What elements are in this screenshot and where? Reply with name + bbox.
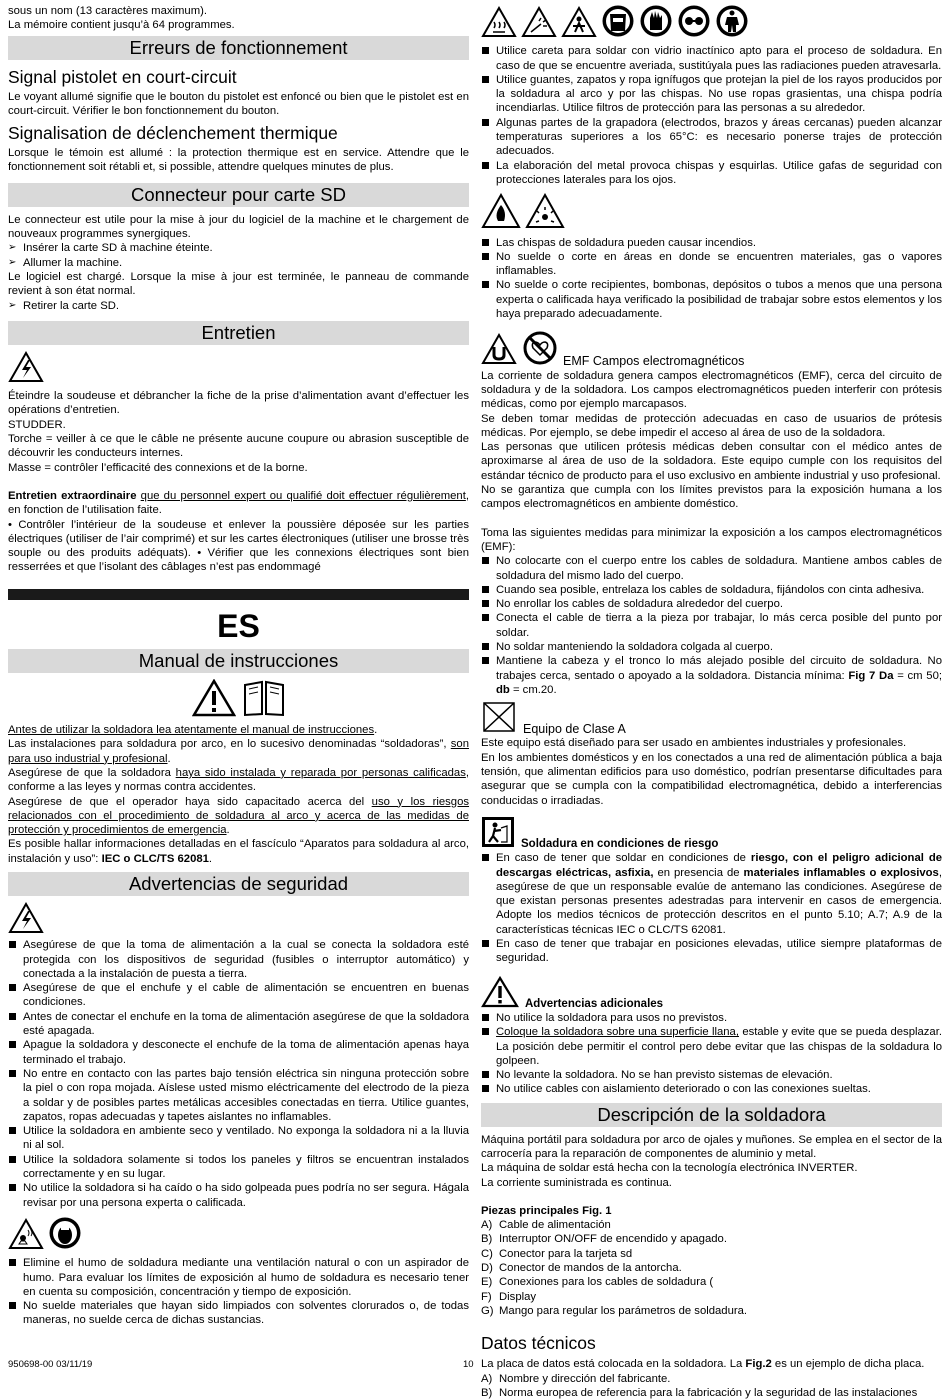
extra-text: • Contrôler l’intérieur de la soudeuse et enlever la poussière déposée sur les parties électriques (utiliser de l’air comprimé) et sur les cartes électroniques (utiliser une brosse très souple ou des produits adéquats). • Vérifier que les connexions électriques sont bien resserrées et que l’isolant des câblages n’est pas endommagé — [8, 518, 469, 574]
list-letter: D) — [481, 1262, 493, 1275]
datos-para — [481, 1357, 942, 1371]
extra-rest: , en fonction de l’utilisation faite. — [8, 489, 469, 517]
manual-p4-text: Asegúrese de que el operador haya sido capacitado acerca del — [8, 795, 372, 808]
riesgo-text-c: en presencia de — [653, 866, 744, 879]
riesgo-list — [481, 851, 942, 965]
list-item: En caso de tener que trabajar en posiciones elevadas, utilice siempre plataformas de seguridad. — [481, 937, 942, 966]
datos-text-c: es un ejemplo de dicha placa. — [771, 1358, 925, 1371]
list-item: Asegúrese de que el enchufe y el cable de alimentación se encuentren en buenas condiciones. — [8, 981, 469, 1010]
entretien-line-2: STUDDER. — [8, 418, 66, 431]
no-pacemaker-icon — [523, 331, 557, 368]
riesgo-bold-b: riesgo, con el peligro adicional de descargas eléctricas, asfixia, — [496, 852, 943, 879]
list-item — [481, 1247, 942, 1261]
fire-icons — [481, 193, 942, 233]
warning-icon — [481, 976, 519, 1011]
entretien-line-4: Masse = contrôler l’efficacité des connexions et de la borne. — [8, 461, 308, 474]
manual-p4: Asegúrese de que el operador haya sido capacitado acerca del uso y los riesgos relacionados con el procedimiento de soldadura al arco y acerca de las medidas de protección y procedimientos de emergencia. — [8, 795, 470, 837]
list-item: No suelde o corte en áreas en donde se encuentren materiales, gas o vapores inflamables. — [481, 250, 942, 279]
fire-hazard-icon — [481, 193, 521, 233]
list-item: Antes de conectar el enchufe en la toma de alimentación asegúrese de que la soldadora esté apagada. — [8, 1010, 469, 1039]
desc-para-1: Máquina portátil para soldadura por arco de ojales y muñones. Se emplea en el sector de la carrocería para la reparación de componentes de aluminio y metal. — [481, 1133, 942, 1160]
fume-list — [8, 1256, 469, 1327]
worker-warning-icon — [561, 6, 597, 42]
desc-para-2: La máquina de soldar está hecha con la tecnología electrónica INVERTER. — [481, 1162, 858, 1175]
heading-signal: Signal pistolet en court-circuit — [8, 66, 237, 87]
list-text: Nombre y dirección del fabricante. — [499, 1372, 671, 1385]
sd-steps-2 — [8, 299, 469, 313]
clase-title: Equipo de Clase A — [523, 722, 626, 737]
manual-p3 — [8, 766, 469, 795]
riesgo-text-e: , asegúrese de que un responsable evalúe de antemano las condiciones. Asegúrese de que existan personas presentes adestradas para intervenir en casos de emergencia. Adopte los medios técnicos de protección descritos en el punto 5.10; A.7; A.9 de la características técnicas IEC o CLC/TS 62081. — [496, 866, 942, 936]
list-item — [481, 1386, 942, 1400]
sd-steps-1 — [8, 241, 469, 270]
electric-warning-icon — [8, 902, 469, 938]
emf-last-fig: Fig 7 Da — [848, 669, 894, 682]
electric-warning-icon — [8, 351, 469, 387]
intro-line-1: sous un nom (13 caractères maximum). — [8, 5, 208, 17]
footer-page-number: 10 — [463, 1359, 474, 1370]
clase-para-2: En los ambientes domésticos y en los conectados a una red de alimentación pública a baja tensión, que alimentan edificios para uso doméstico, podrían presentarse dificultades para asegurar que se cumpla con la compatibilidad electromagnética, debido a interferencias conducidas o irradiadas. — [481, 751, 942, 807]
list-item: Utilice guantes, zapatos y ropa ignífugos que protejan la piel de los rayos producidos por la soldadura al arco y por las chispas. No use ropas grasientas, una chispa podría incendiarlas. Utilice filtros de protección para las personas a su alrededor. — [481, 73, 942, 116]
list-item: Algunas partes de la grapadora (electrodos, brazos y áreas cercanas) pueden alcanzar temperaturas superiores a los 65°C: es necesario ponerse trajes de protección adecuados. — [481, 116, 942, 159]
list-text: Conector para la tarjeta sd — [499, 1247, 633, 1260]
list-item: ➢ Retirer la carte SD. — [8, 299, 469, 313]
manual-p5-bold: IEC o CLC/TS 62081 — [101, 852, 209, 865]
safety-goggles-icon — [677, 4, 711, 42]
explosion-hazard-icon — [525, 193, 565, 233]
list-item: Utilice la soldadora solamente si todos los paneles y filtros se encuentran instalados correctamente y en su lugar. — [8, 1153, 469, 1182]
adic-heading — [481, 976, 942, 1011]
list-item: No entre en contacto con las partes bajo tensión eléctrica sin ninguna protección sobre la piel o con ropa mojada. Aíslese usted mismo eléctricamente del electrodo de la pieza a soldar y de posibles partes metálicas accesibles conectadas en tierra. Utilice guantes, zapatos, ropas adecuadas y tapetes aislantes no inflamables. — [8, 1067, 469, 1124]
emf-title: EMF Campos electromagnéticos — [563, 354, 745, 369]
list-item: Apague la soldadora y desconecte el enchufe de la toma de alimentación apenas haya terminado el trabajo. — [8, 1038, 469, 1067]
entretien-line-1: Éteindre la soudeuse et débrancher la fiche de la prise d’alimentation avant d’effectuer les opérations d’entretien. — [8, 390, 469, 417]
manual-p2-text: Las instalaciones para soldadura por arco, en lo sucesivo denominadas “soldadoras”, — [8, 738, 451, 751]
section-divider — [8, 589, 469, 600]
extra-maintenance — [8, 489, 469, 518]
list-letter: A) — [481, 1372, 493, 1385]
list-item: No suelde materiales que hayan sido limpiados con solventes clorurados o, de todas maneras, no suelde cerca de dichas sustancias. — [8, 1299, 469, 1328]
sd-text: Le connecteur est utile pour la mise à jour du logiciel de la machine et le chargement de nouveaux programmes synergiques. — [8, 213, 469, 241]
sd-text-2: Le logiciel est chargé. Lorsque la mise à jour est terminée, le panneau de commande revient à son état normal. — [8, 270, 469, 298]
desc-para-3: La corriente suministrada es continua. — [481, 1176, 672, 1189]
list-item — [481, 1372, 942, 1386]
protective-suit-icon — [715, 4, 749, 42]
no-household-waste-icon — [481, 701, 517, 736]
list-text: Cable de alimentación — [499, 1219, 611, 1232]
riesgo-bold-d: materiales inflamables o explosivos — [743, 866, 939, 879]
sparks-warning-icon — [521, 6, 557, 42]
emf-last-db: db — [496, 683, 510, 696]
magnetic-field-warning-icon — [481, 333, 517, 368]
list-item: La elaboración del metal provoca chispas y esquirlas. Utilice gafas de seguridad con protecciones laterales para los ojos. — [481, 159, 942, 188]
clase-para-1: Este equipo está diseñado para ser usado en ambientes industriales y profesionales. — [481, 737, 907, 750]
list-letter: C) — [481, 1247, 493, 1260]
manual-p2-underlined: son para uso industrial y profesional — [8, 738, 469, 765]
riesgo-title: Soldadura en condiciones de riesgo — [521, 837, 719, 850]
piezas-title: Piezas principales Fig. 1 — [481, 1204, 612, 1217]
list-item: No levante la soldadora. No se han previsto sistemas de elevación. — [481, 1068, 942, 1082]
list-text: Conector de mandos de la antorcha. — [499, 1262, 682, 1275]
manual-p5: Es posible hallar informaciones detalladas en el fascículo “Aparatos para soldadura al arco, instalación y uso”: IEC o CLC/TS 62081. — [8, 838, 469, 865]
piezas-list — [481, 1218, 942, 1318]
left-column — [8, 4, 469, 1328]
manual-p3-rest: , conforme a las leyes y normas contra accidentes. — [8, 766, 469, 794]
list-item: Utilice la soldadora en ambiente seco y ventilado. No exponga la soldadora ni a la lluvia ni al sol. — [8, 1124, 469, 1153]
thermique-text: Lorsque le témoin est allumé : la protection thermique est en service. Attendre que le fonctionnement soit rétabli et, si possible, attendre quelques minutes de plus. — [8, 147, 469, 174]
warning-icon — [192, 679, 236, 721]
emf-last-end: = cm.20. — [509, 683, 557, 696]
list-letter: E) — [481, 1276, 493, 1289]
heading-thermique: Signalisation de déclenchement thermique — [8, 123, 338, 144]
list-item — [481, 1290, 942, 1304]
adic-list — [481, 1011, 942, 1097]
datos-title: Datos técnicos — [481, 1333, 596, 1354]
datos-list — [481, 1372, 942, 1400]
list-text: Norma europea de referencia para la fabricación y la seguridad de las instalaciones — [499, 1386, 918, 1399]
list-item: No colocarte con el cuerpo entre los cables de soldadura. Mantiene ambos cables de soldadura del mismo lado del cuerpo. — [481, 554, 942, 583]
emf-para-1: La corriente de soldadura genera campos electromagnéticos (EMF), cerca del circuito de soldadura y de la soldadora. Los campos electromagnéticos pueden interferir con prótesis médicas, como por ejemplo marcapasos. — [481, 369, 942, 411]
riesgo-text-a: En caso de tener que soldar en condiciones de — [496, 852, 751, 865]
list-item: Utilice careta para soldar con vidrio inactínico apto para el proceso de soldadura. En caso de que se encuentre averiada, sustitúyala pues las radiaciones pueden atravesarla. — [481, 44, 942, 73]
emf-para-4: No se garantiza que cumpla con los límites previstos para la exposición humana a los campos electromagnéticos en ambiente doméstico. — [481, 484, 942, 511]
list-letter: G) — [481, 1304, 494, 1317]
manual-p1: Antes de utilizar la soldadora lea atentamente el manual de instrucciones. — [8, 724, 378, 737]
intro-line-2: La mémoire contient jusqu’à 64 programmes. — [8, 19, 235, 32]
list-text: Interruptor ON/OFF de encendido y apagado. — [499, 1233, 727, 1246]
emf-para-3: Las personas que utilicen prótesis médicas deben consultar con el médico antes de aproximarse al área de uso de la soldadora. Este equipo cumple con los requisitos del estándar técnico de producto para el uso exclusivo en ambiente industrial y uso profesional. — [481, 441, 942, 482]
section-title-advertencias: Advertencias de seguridad — [8, 872, 469, 896]
welding-mask-icon — [601, 4, 635, 42]
list-item — [481, 654, 942, 697]
extra-underlined: que du personnel expert ou qualifié doit effectuer régulièrement — [140, 489, 466, 502]
toxic-fume-warning-icon — [8, 1218, 44, 1254]
right-column — [481, 4, 942, 1400]
fire-list — [481, 236, 942, 322]
hot-surface-warning-icon — [481, 6, 517, 42]
footer-doc-code: 950698-00 03/11/19 — [8, 1359, 93, 1370]
emf-heading — [481, 331, 942, 368]
language-label: ES — [217, 607, 260, 644]
list-item — [481, 1261, 942, 1275]
list-item: ➢ Insérer la carte SD à machine éteinte. — [8, 241, 469, 255]
read-manual-icon — [242, 679, 286, 721]
adic-title: Advertencias adicionales — [525, 997, 664, 1010]
list-item: No enrollar los cables de soldadura alrededor del cuerpo. — [481, 597, 942, 611]
respirator-mask-icon — [48, 1216, 82, 1254]
signal-text: Le voyant allumé signifie que le bouton du pistolet est enfoncé ou bien que le pistolet est en court-circuit. Vérifier le bon fonctionnement du bouton. — [8, 90, 469, 117]
list-text: Conexiones para los cables de soldadura ( — [499, 1276, 714, 1289]
ppe-list — [481, 44, 942, 187]
list-item: No suelde o corte recipientes, bombonas, depósitos o tubos a menos que una persona experta o calificada haya verificado la posibilidad de trabajar sobre estos elementos y los haya preparado adecuadamente. — [481, 278, 942, 321]
manual-icons — [8, 679, 469, 721]
adic-2-underlined: Coloque la soldadora sobre una superficie llana, — [496, 1026, 739, 1039]
extra-bold: Entretien extraordinaire — [8, 489, 137, 502]
emf-para-2: Se deben tomar medidas de protección adecuadas en caso de usuarios de prótesis médicas. Por ejemplo, se debe impedir el acceso al área de uso de la soldadora. — [481, 412, 942, 439]
manual-p4-underlined: uso y los riesgos relacionados con el procedimiento de soldadura al arco y acerca de las medidas de protección y procedimientos de emergencia — [8, 795, 470, 837]
gloves-icon — [639, 4, 673, 42]
datos-fig: Fig.2 — [745, 1358, 772, 1371]
emf-measures: Toma las siguientes medidas para minimizar la exposición a los campos electromagnéticos (EMF): — [481, 526, 942, 553]
adic-2-rest: estable y evite que se pueda desplazar. La posición debe permitir el control pero debe evitar que las chispas de la soldadura lo golpeen. — [496, 1026, 942, 1067]
manual-p1-text: Antes de utilizar la soldadora lea atentamente el manual de instrucciones — [8, 724, 375, 737]
section-title-entretien: Entretien — [8, 321, 469, 345]
section-title-erreurs: Erreurs de fonctionnement — [8, 36, 469, 60]
emf-list — [481, 554, 942, 697]
list-letter: F) — [481, 1290, 492, 1303]
list-item — [481, 1304, 942, 1318]
list-letter: A) — [481, 1219, 493, 1232]
list-item — [481, 1218, 942, 1232]
list-item: Elimine el humo de soldadura mediante una ventilación natural o con un aspirador de humo. Para evaluar los límites de exposición al humo de soldadura es necesario tener en cuenta su composición, concentración y tiempo de exposición. — [8, 1256, 469, 1299]
emf-last-mid: = cm 50; — [893, 669, 942, 682]
entretien-line-3: Torche = veiller à ce que le câble ne présente aucune coupure ou abrasion susceptible de découvrir les conducteurs internes. — [8, 433, 469, 460]
manual-p3-text: Asegúrese de que la soldadora — [8, 766, 176, 779]
advert-list — [8, 938, 469, 1210]
manual-p2: Las instalaciones para soldadura por arco, en lo sucesivo denominadas “soldadoras”, son para uso industrial y profesional. — [8, 738, 469, 765]
clase-heading — [481, 701, 942, 736]
riesgo-heading — [481, 816, 942, 851]
list-item — [481, 851, 942, 937]
list-text: Mango para regular los parámetros de soldadura. — [499, 1304, 748, 1317]
list-item: ➢ Allumer la machine. — [8, 256, 469, 270]
list-item: No soldar manteniendo la soldadora colgada al cuerpo. — [481, 640, 942, 654]
list-letter: B) — [481, 1386, 493, 1399]
list-item: No utilice la soldadora para usos no previstos. — [481, 1011, 942, 1025]
list-text: Display — [499, 1290, 537, 1303]
section-title-sd: Connecteur pour carte SD — [8, 183, 469, 207]
manual-p5-text: Es posible hallar informaciones detalladas en el fascículo “Aparatos para soldadura al arco, instalación y uso”: — [8, 838, 469, 865]
fume-icons — [8, 1216, 469, 1254]
list-item: No utilice cables con aislamiento deteriorado o con las conexiones sueltas. — [481, 1082, 942, 1096]
list-item — [481, 1275, 942, 1289]
list-item: No utilice la soldadora si ha caído o ha sido golpeada pues podría no ser segura. Hágala revisar por una persona experta o calificada. — [8, 1181, 469, 1210]
list-item — [481, 1232, 942, 1246]
list-letter: B) — [481, 1233, 493, 1246]
section-title-descripcion: Descripción de la soldadora — [481, 1103, 942, 1127]
manual-p3-underlined: haya sido instalada y reparada por personas calificadas — [175, 766, 466, 779]
hazard-worker-icon — [481, 816, 515, 851]
section-title-manual: Manual de instrucciones — [8, 649, 469, 673]
list-item: Las chispas de soldadura pueden causar incendios. — [481, 236, 942, 250]
emf-last-text: Mantiene la cabeza y el tronco lo más alejado posible del circuito de soldadura. No trabajes cerca, sentado o apoyado a la soldadora. Distancia mínima: — [496, 655, 942, 682]
list-item: Conecta el cable de tierra a la pieza por trabajar, lo más cerca posible del punto por soldar. — [481, 611, 942, 640]
ppe-icons — [481, 4, 942, 42]
list-item — [481, 1025, 942, 1068]
datos-text-a: La placa de datos está colocada en la soldadora. La — [481, 1358, 746, 1371]
list-item: Cuando sea posible, entrelaza los cables de soldadura, fijándolos con cinta adhesiva. — [481, 583, 942, 597]
list-item: Asegúrese de que la toma de alimentación a la cual se conecta la soldadora esté protegida con los dispositivos de seguridad (fusibles o interruptor automático) y conectada a la instalación de puesta a tierra. — [8, 938, 469, 981]
